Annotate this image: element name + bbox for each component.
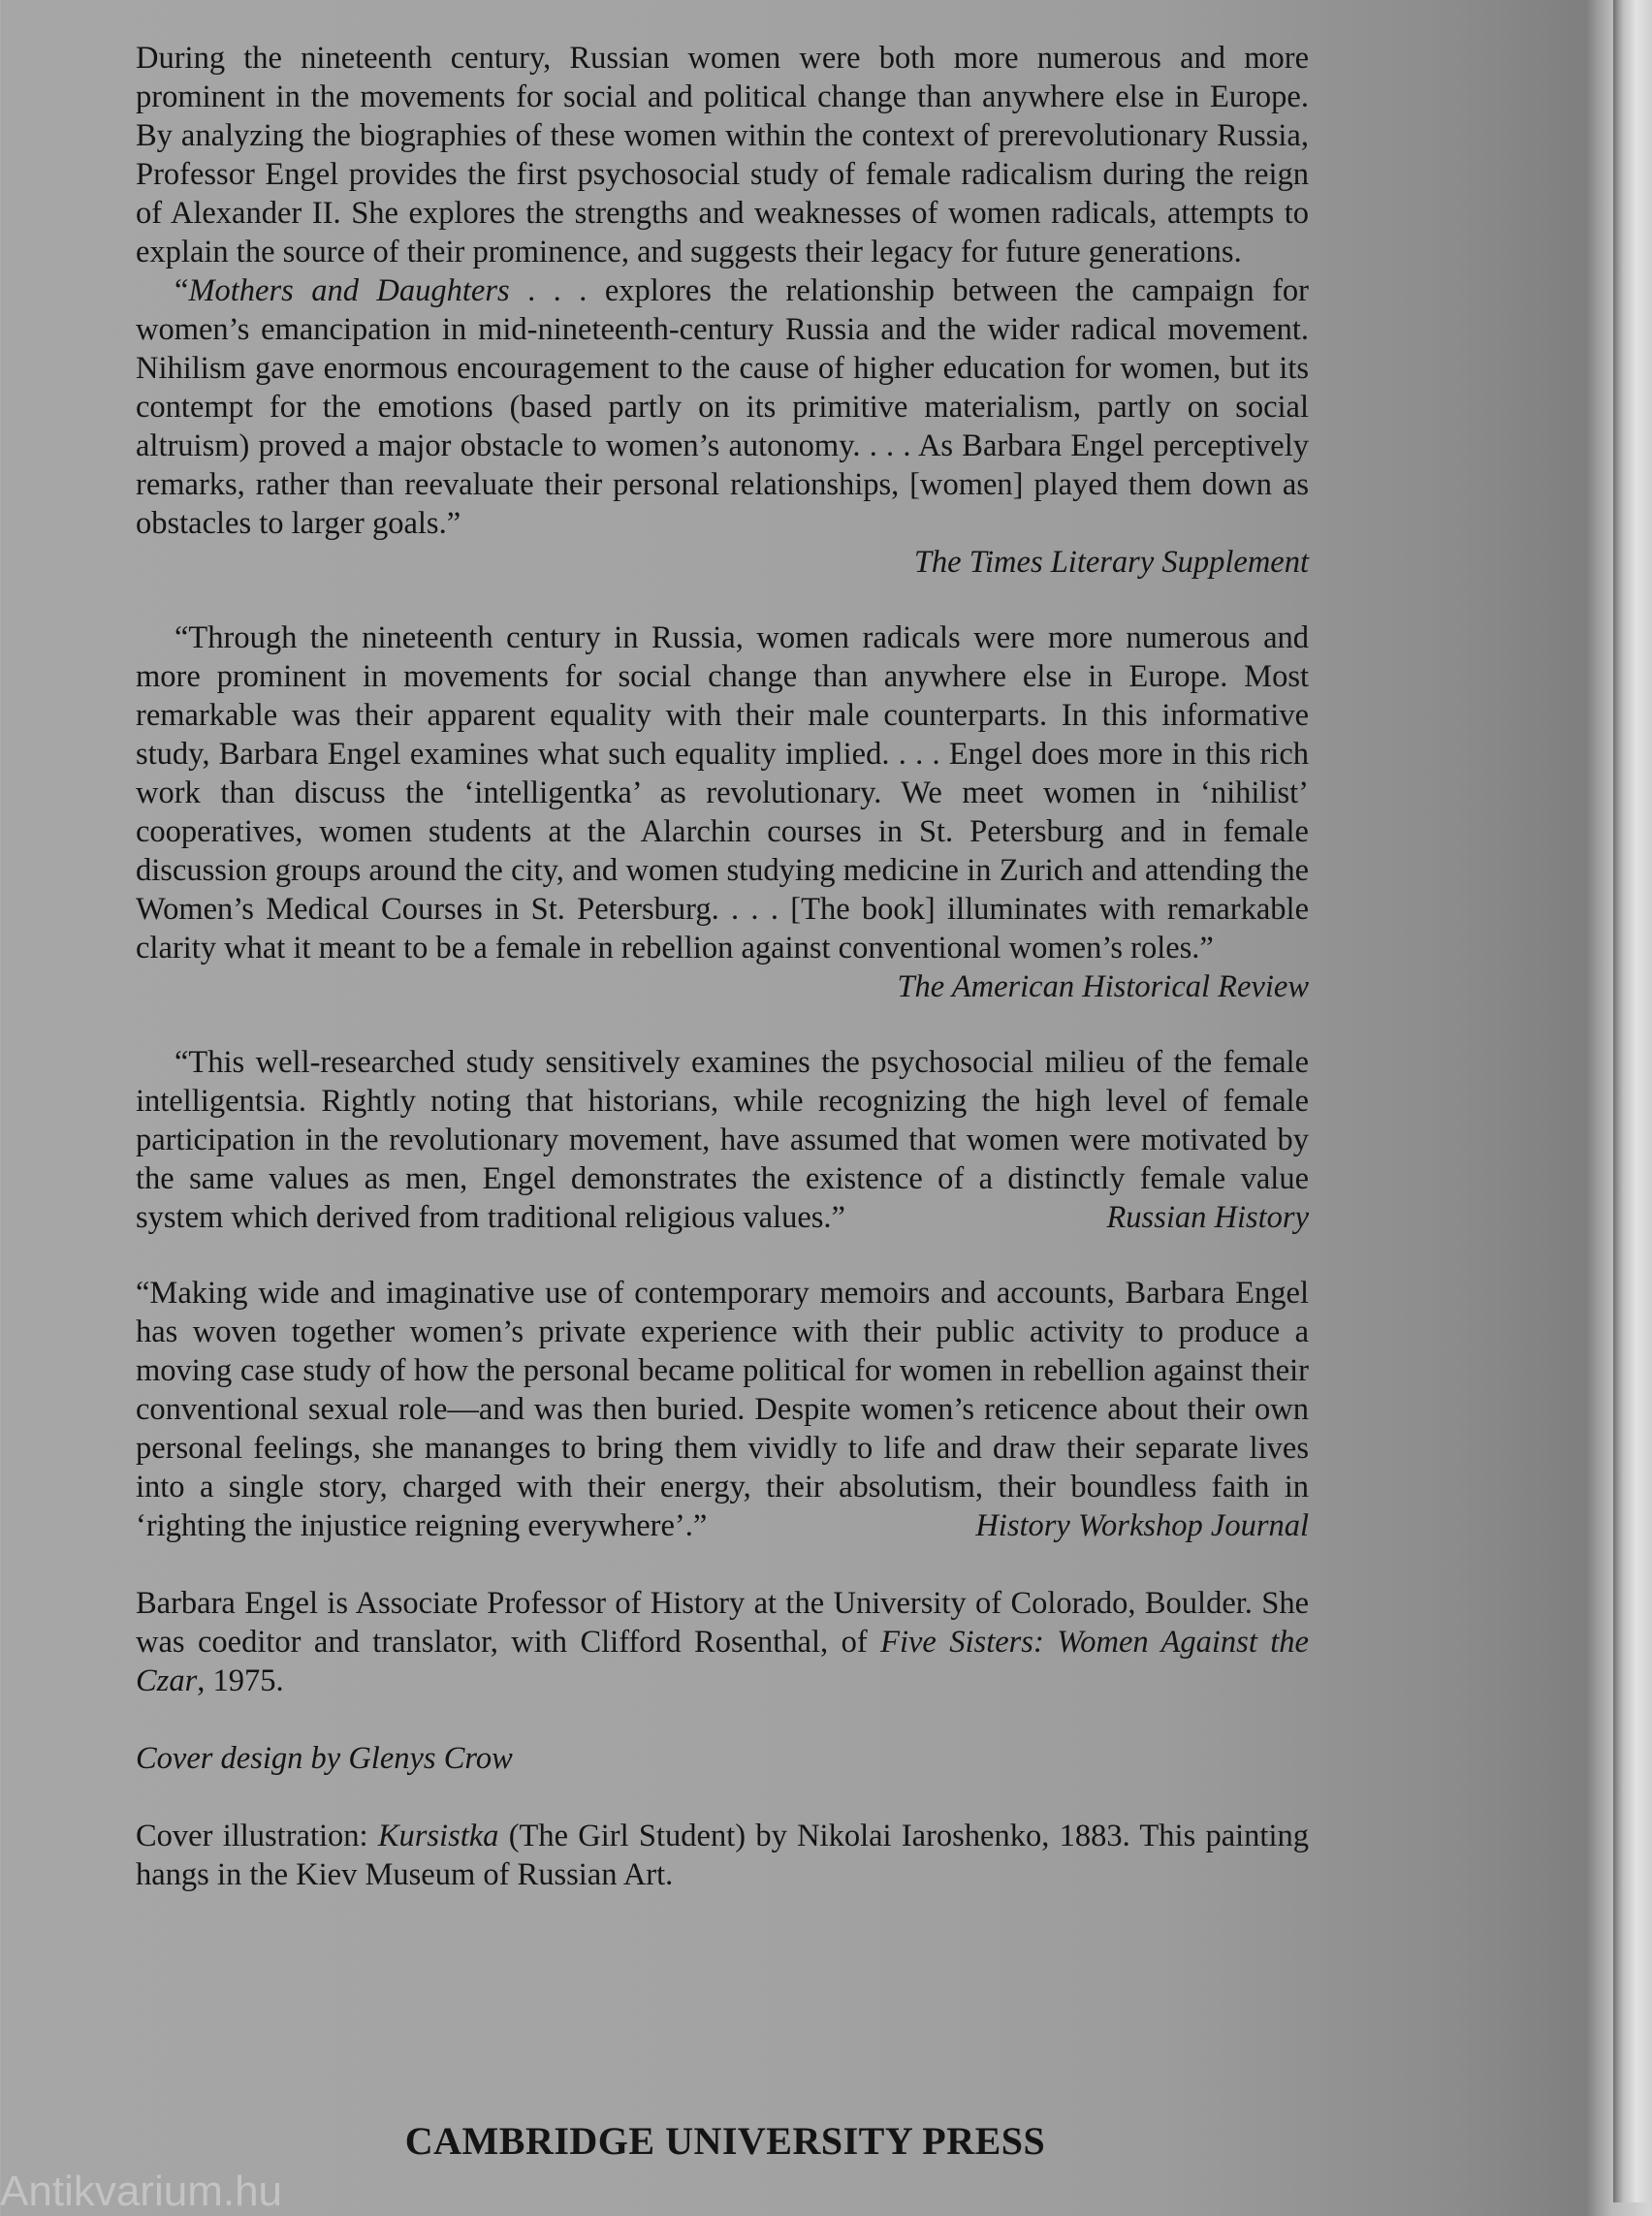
cover-illustration-title: Kursistka [377,1819,499,1853]
author-bio-book-title: Five Sisters: Women Against the Czar [136,1625,1309,1698]
back-cover-text [136,39,1309,1894]
review-1-book-title: Mothers and Daughters [188,273,510,308]
book-blurb: During the nineteenth century, Russian women were both more numerous and more prominent in the movements for social and political change than anywhere else in Europe. By analyzing the biographies of these women within the context of prerevolutionary Russia, Professor Engel provides the first psychosocial study of female radicalism during the reign of Alexander II. She explores the strengths and weaknesses of women radicals, attempts to explain the source of their prominence, and suggests their legacy for future generations. [136,41,1309,269]
watermark: Antikvarium.hu [0,2168,283,2215]
book-spine-edge [1613,0,1652,2202]
review-3-source: Russian History [1106,1200,1309,1235]
cover-design-credit: Cover design by Glenys Crow [136,1741,513,1776]
review-1-source: The Times Literary Supplement [913,545,1309,580]
review-4-source: History Workshop Journal [975,1508,1309,1543]
review-3-text: “This well-researched study sensitively examines the psychosocial milieu of the female intelligentsia. Rightly noting that historians, while recognizing the high level of female participation in the revolutionary movement, have assumed that women were motivated by the same values as men, Engel demonstrates the existence of a distinctly female value system which derived from traditional religious values.” [136,1045,1309,1235]
cover-illustration-credit: Cover illustration: Kursistka (The Girl Student) by Nikolai Iaroshenko, 1883. This painting hangs in the Kiev Museum of Russian Art. [136,1819,1309,1892]
review-2-text: “Through the nineteenth century in Russia, women radicals were more numerous and more prominent in movements for social change than anywhere else in Europe. Most remarkable was their apparent equality with their male counterparts. In this informative study, Barbara Engel examines what such equality implied. . . . Engel does more in this rich work than discuss the ‘intelligentka’ as revolutionary. We meet women in ‘nihilist’ cooperatives, women students at the Alarchin courses in St. Petersburg and in female discussion groups around the city, and women studying medicine in Zurich and attending the Women’s Medical Courses in St. Petersburg. . . . [The book] illuminates with remarkable clarity what it meant to be a female in rebellion against conventional women’s roles.” [136,620,1309,966]
author-bio: Barbara Engel is Associate Professor of History at the University of Colorado, Boulder. She was coeditor and translator, with Clifford Rosenthal, of Five Sisters: Women Against the Czar, 1975. [136,1586,1309,1698]
review-1-text: “Mothers and Daughters . . . explores the relationship between the campaign for women’s emancipation in mid-nineteenth-century Russia and the wider radical movement. Nihilism gave enormous encouragement to the cause of higher education for women, but its contempt for the emotions (based partly on its primitive materialism, partly on social altruism) proved a major obstacle to women’s autonomy. . . . As Barbara Engel perceptively remarks, rather than reevaluate their personal relationships, [women] played them down as obstacles to larger goals.” [136,273,1309,541]
publisher-name: CAMBRIDGE UNIVERSITY PRESS [404,2119,1046,2163]
review-4-text: “Making wide and imaginative use of contemporary memoirs and accounts, Barbara Engel has woven together women’s private experience with their public activity to produce a moving case study of how the personal became political for women in rebellion against their conventional sexual role—and was then buried. Despite women’s reticence about their own personal feelings, she mananges to bring them vividly to life and draw their separate lives into a single story, charged with their energy, their absolutism, their boundless faith in ‘righting the injustice reigning everywhere’.” [136,1276,1309,1543]
review-2-source: The American Historical Review [897,969,1309,1004]
